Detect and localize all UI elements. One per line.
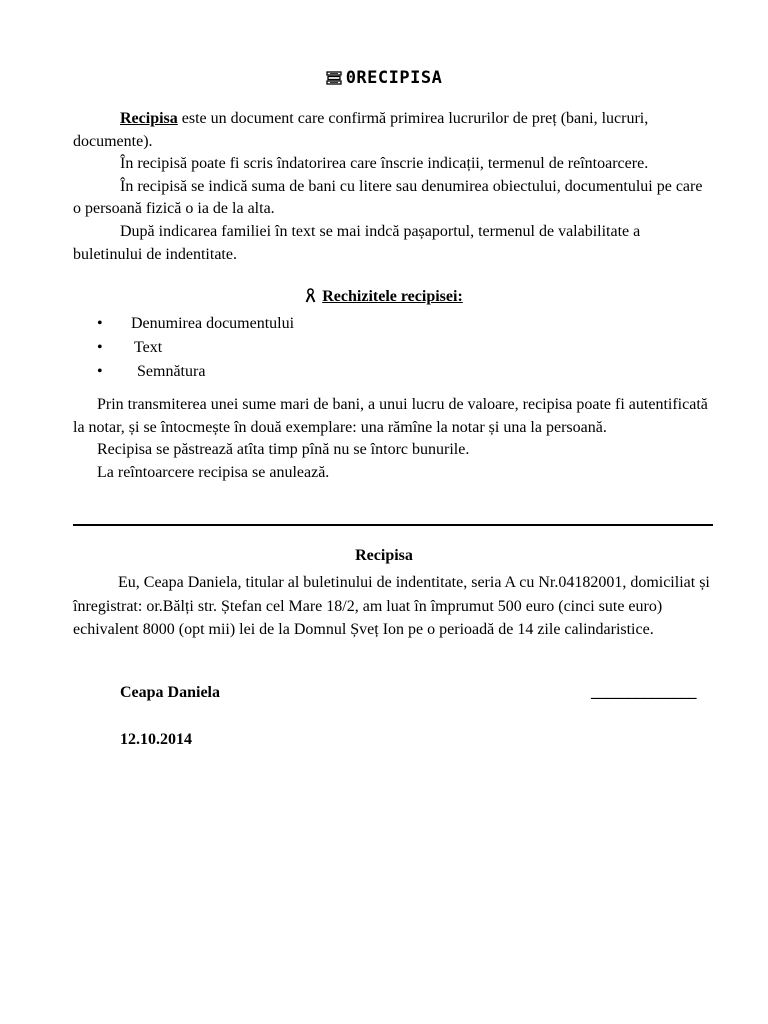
intro-paragraph-1-text: este un document care confirmă primirea lucrurilor de preț (bani, lucruri, documente). — [73, 110, 649, 150]
receipt-title: Recipisa — [355, 547, 413, 564]
bullet-icon: • — [97, 315, 103, 332]
signer-name: Ceapa Daniela — [120, 684, 220, 701]
intro-paragraph-2: În recipisă poate fi scris îndatorirea care înscrie indicații, termenul de reîntoarcere. — [120, 155, 649, 173]
list-item-text: Text — [134, 339, 163, 356]
document-title-text: 0RECIPISA — [345, 68, 443, 88]
bullet-icon: • — [97, 339, 103, 356]
signature-line: ______________ — [591, 684, 696, 701]
document-title — [0, 68, 768, 90]
book-stack-icon — [326, 70, 342, 90]
receipt-date: 12.10.2014 — [120, 731, 192, 748]
receipt-body — [73, 571, 713, 642]
requisites-heading-text: Rechizitele recipisei: — [322, 288, 463, 305]
ribbon-icon — [305, 288, 316, 303]
notes-paragraph-1: Prin transmiterea unei sume mari de bani, a unui lucru de valoare, recipisa poate fi autentificată la notar, și se întocmește în două exemplare: una rămîne la notar și una la persoană. — [73, 396, 708, 436]
intro-section — [73, 108, 713, 266]
intro-paragraph-1 — [73, 108, 713, 153]
section-divider — [73, 524, 713, 526]
notes-paragraph-3: La reîntoarcere recipisa se anulează. — [97, 463, 330, 481]
intro-keyword: Recipisa — [120, 110, 178, 127]
bullet-icon: • — [97, 363, 103, 380]
notes-section — [73, 394, 713, 484]
notes-paragraph-2: Recipisa se păstrează atîta timp pînă nu se întorc bunurile. — [97, 441, 470, 459]
receipt-paragraph: Eu, Ceapa Daniela, titular al buletinului de indentitate, seria A cu Nr.04182001, domiciliat și înregistrat: or.Bălți str. Ștefan cel Mare 18/2, am luat în împrumut 500 euro (cinci sute euro) echivalent 8000 (opt mii) lei de la Domnul Șveț Ion pe o perioadă de 14 zile calindaristice. — [73, 574, 710, 639]
intro-paragraph-4: După indicarea familiei în text se mai indcă pașaportul, termenul de valabilitate a buletinului de indentitate. — [73, 222, 641, 263]
requisites-heading — [0, 288, 768, 306]
list-item-text: Denumirea documentului — [131, 315, 295, 332]
intro-paragraph-3: În recipisă se indică suma de bani cu litere sau denumirea obiectului, documentului pe care o persoană fizică o ia de la alta. — [73, 177, 703, 218]
list-item-text: Semnătura — [137, 363, 206, 380]
